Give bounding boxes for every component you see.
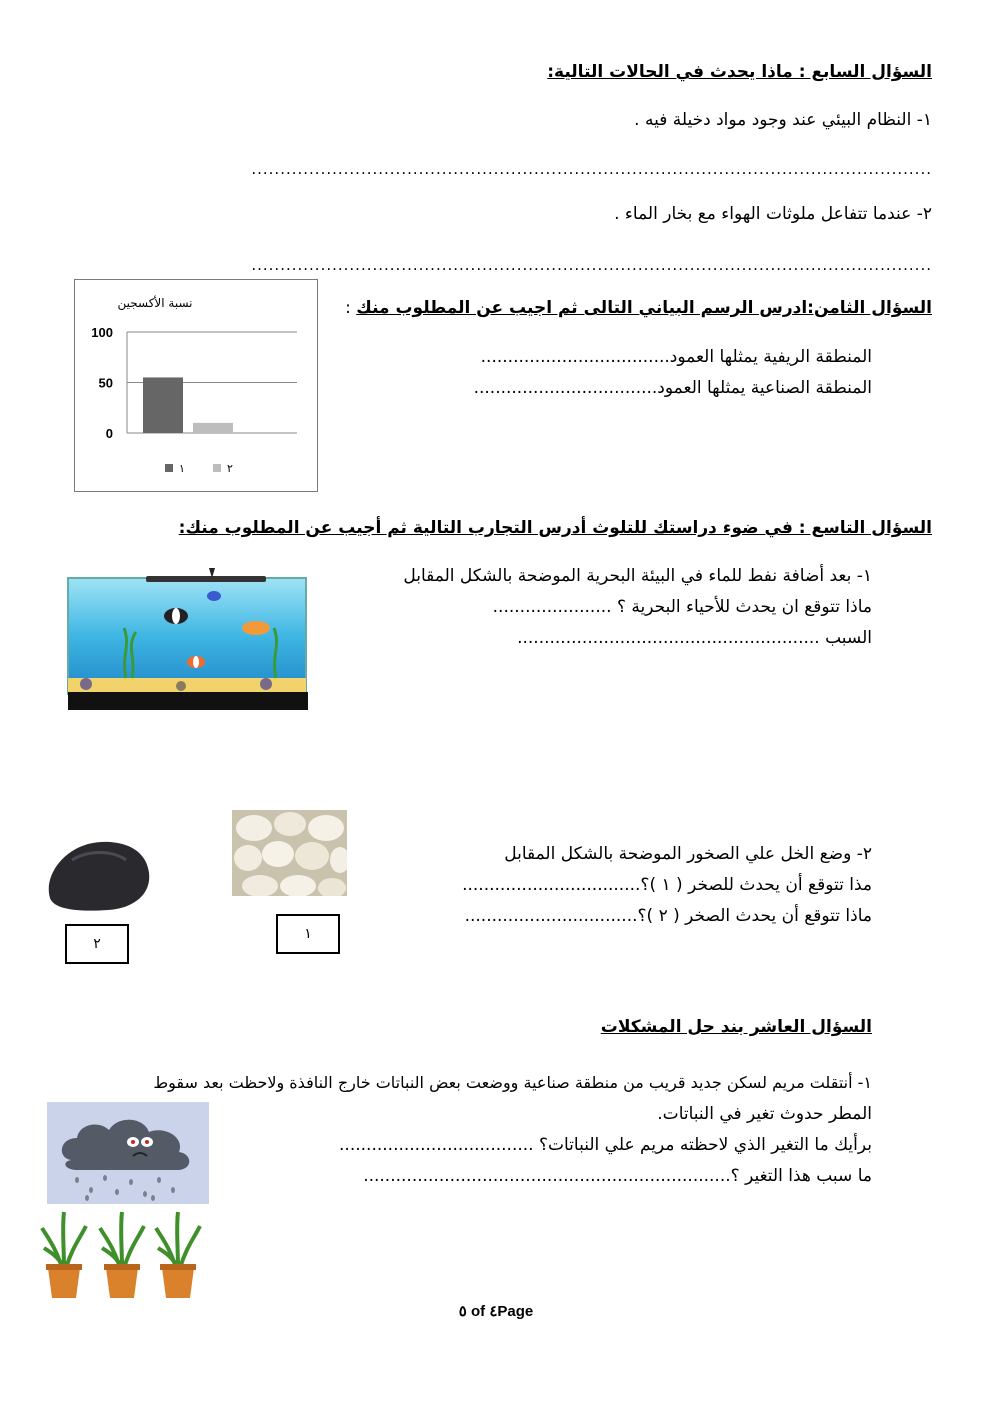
q9-item1-line1: ١- بعد أضافة نفط للماء في البيئة البحرية الموضحة بالشكل المقابل [403, 566, 872, 586]
q9-item1-line3: السبب ........................................................ [517, 628, 872, 648]
chart-bar-1 [143, 377, 183, 433]
q7-answer-line-2: ...................................................................................................................... [251, 256, 932, 274]
q10-title: السؤال العاشر بند حل المشكلات [600, 1017, 872, 1037]
q10-line-3: برأيك ما التغير الذي لاحظته مريم علي النباتات؟ .................................... [339, 1135, 872, 1155]
q9-title: السؤال التاسع : في ضوء دراستك للتلوث أدرس التجارب التالية ثم أجيب عن المطلوب منك: [178, 518, 932, 538]
q8-title-suffix: : [345, 298, 351, 318]
acid-rain-cloud-image [47, 1102, 209, 1204]
chart-legend-label: ١ [179, 462, 185, 475]
q8-title-row [345, 298, 932, 318]
plant-1 [42, 1212, 86, 1298]
oxygen-chart [74, 279, 318, 492]
q9-item1-line2: ماذا تتوقع ان يحدث للأحياء البحرية ؟ ...................... [492, 597, 872, 617]
q8-line-2: المنطقة الصناعية يمثلها العمود.................................. [473, 378, 872, 398]
rock-1-image [232, 810, 347, 896]
chart-title: نسبة الأكسجين [117, 296, 193, 310]
chart-ytick-label: 50 [98, 375, 113, 391]
q8-title: السؤال الثامن:ادرس الرسم البياني التالى ثم اجيب عن المطلوب منك [356, 298, 932, 318]
aquarium-image [66, 566, 310, 712]
q9-item2-line1: ٢- وضع الخل علي الصخور الموضحة بالشكل المقابل [504, 844, 872, 864]
q8-line-1: المنطقة الريفية يمثلها العمود................................... [480, 347, 872, 367]
chart-legend-swatch [213, 464, 221, 472]
page-footer: ٥ of ٤Page [458, 1303, 534, 1320]
oxygen-chart-svg [75, 280, 317, 491]
q10-line-1: ١- أنتقلت مريم لسكن جديد قريب من منطقة صناعية ووضعت بعض النباتات خارج النافذة ولاحظت بعد سقوط [153, 1073, 872, 1092]
chart-legend-swatch [165, 464, 173, 472]
q7-item-1: ١- النظام البيئي عند وجود مواد دخيلة فيه . [634, 110, 932, 130]
chart-bar-2 [193, 423, 233, 433]
rock-2-label: ٢ [65, 924, 129, 964]
q7-title: السؤال السابع : ماذا يحدث في الحالات التالية: [547, 62, 932, 82]
rock-2-image [42, 838, 154, 912]
potted-plants-image [38, 1208, 202, 1300]
q10-line-2: المطر حدوث تغير في النباتات. [657, 1104, 872, 1124]
q9-item2-line3: ماذا تتوقع أن يحدث الصخر ( ٢ )؟................................ [464, 906, 872, 926]
chart-ytick-label: 100 [91, 325, 113, 340]
chart-ytick-label: 0 [105, 426, 113, 441]
q9-item2-line2: مذا تتوقع أن يحدث للصخر ( ١ )؟................................. [462, 875, 872, 895]
plant-2 [100, 1212, 144, 1298]
rock-1-label: ١ [276, 914, 340, 954]
plant-3 [156, 1212, 200, 1298]
chart-legend-label: ٢ [227, 462, 233, 475]
q10-line-4: ما سبب هذا التغير ؟.................................................................... [363, 1166, 872, 1186]
q7-item-2: ٢- عندما تتفاعل ملوثات الهواء مع بخار الماء . [614, 204, 932, 224]
q7-answer-line-1: ...................................................................................................................... [251, 160, 932, 178]
